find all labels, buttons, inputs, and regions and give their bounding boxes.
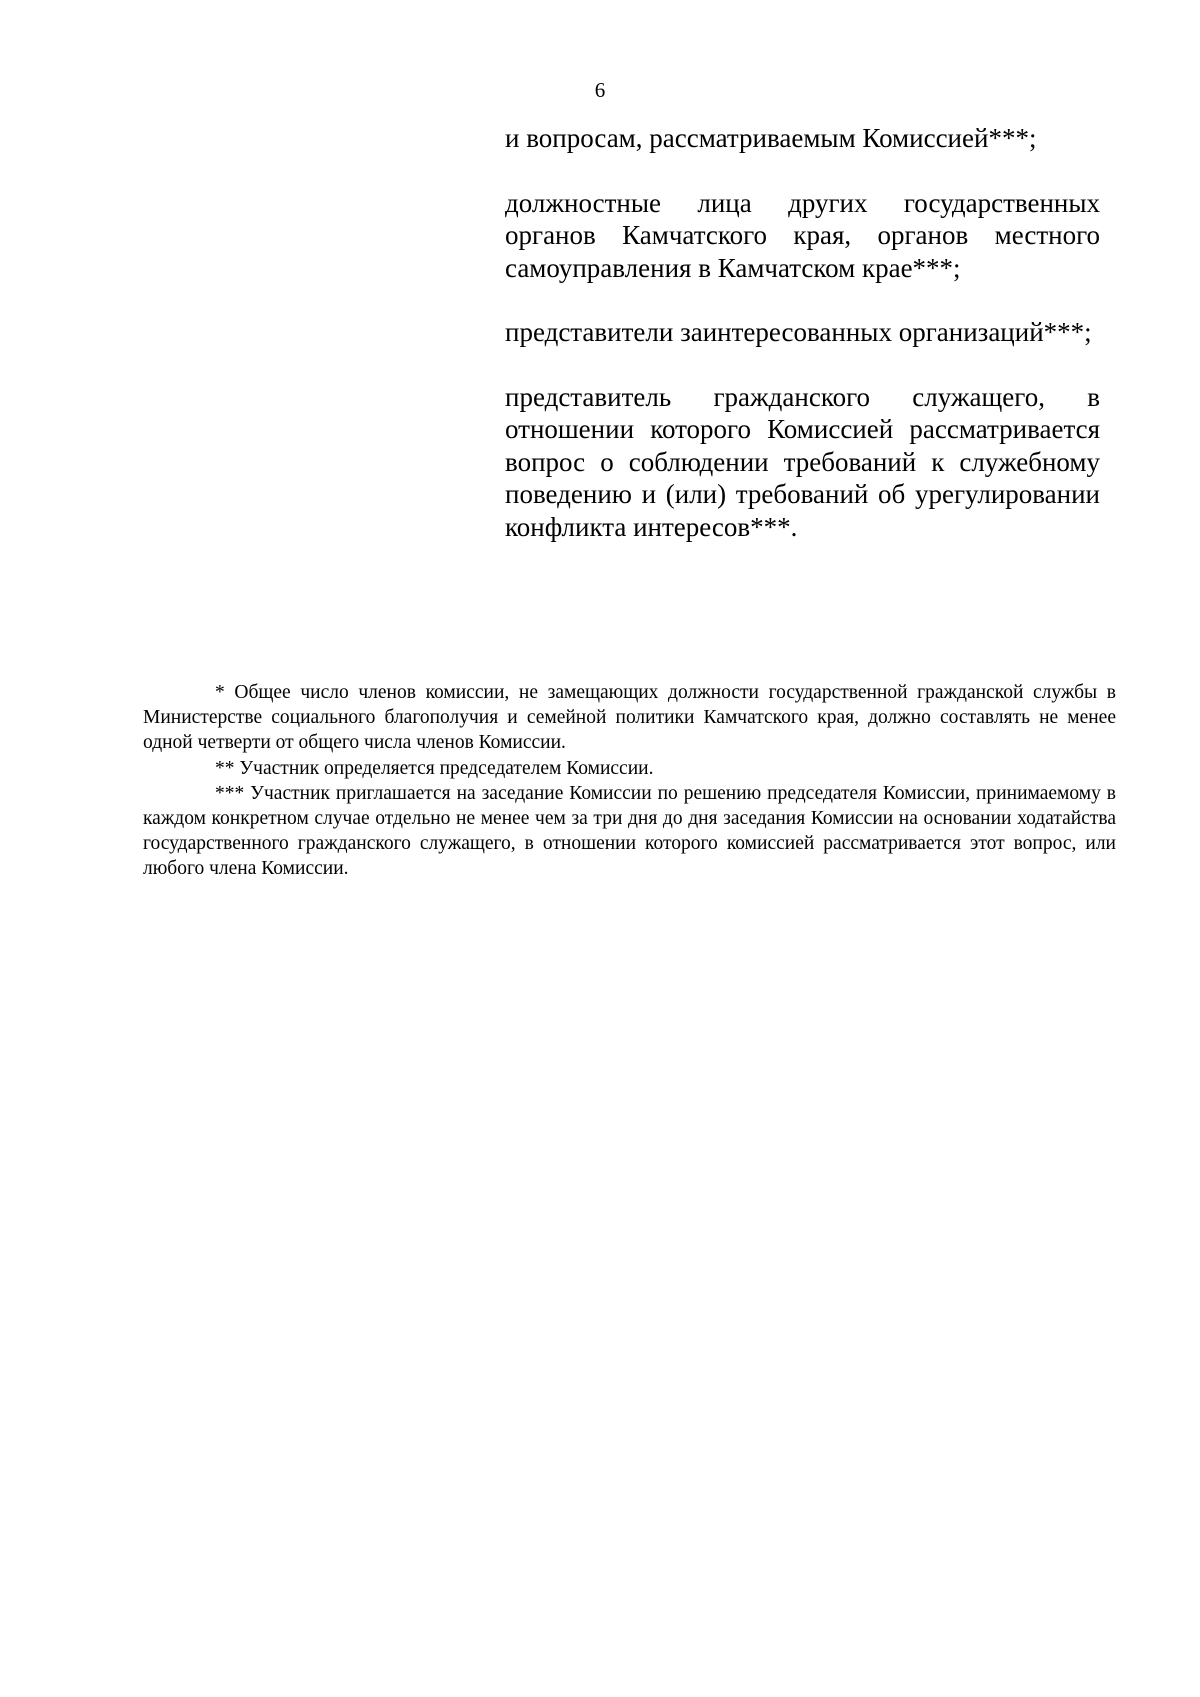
footnotes <box>143 680 1116 882</box>
page-number: 6 <box>594 78 606 102</box>
member-entry-representative: представитель гражданского служащего, в отношении которого Комиссией рассматривается вопрос о соблюдении требований к служебному поведению и (или) требований об урегулировании конфликта интересов***. <box>505 381 1100 542</box>
member-entry-officials: должностные лица других государственных органов Камчатского края, органов местного самоуправления в Камчатском крае***; <box>505 187 1100 283</box>
footnote-3: *** Участник приглашается на заседание Комиссии по решению председателя Комиссии, принимаемому в каждом конкретном случае отдельно не менее чем за три дня до дня заседания Комиссии на основании ходатайства государственного гражданского служащего, в отношении которого комиссией рассматривается этот вопрос, или любого члена Комиссии. <box>143 782 1116 880</box>
member-entry-organizations: представители заинтересованных организаций***; <box>505 317 1092 347</box>
member-entry-questions: и вопросам, рассматриваемым Комиссией***; <box>505 123 1037 153</box>
commission-members-list <box>505 122 1100 543</box>
footnote-1: * Общее число членов комиссии, не замещающих должности государственной гражданской службы в Министерстве социального благополучия и семейной политики Камчатского края, должно составлять не менее одной четверти от общего числа членов Комиссии. <box>143 682 1116 754</box>
footnote-2: ** Участник определяется председателем Комиссии. <box>215 757 654 779</box>
